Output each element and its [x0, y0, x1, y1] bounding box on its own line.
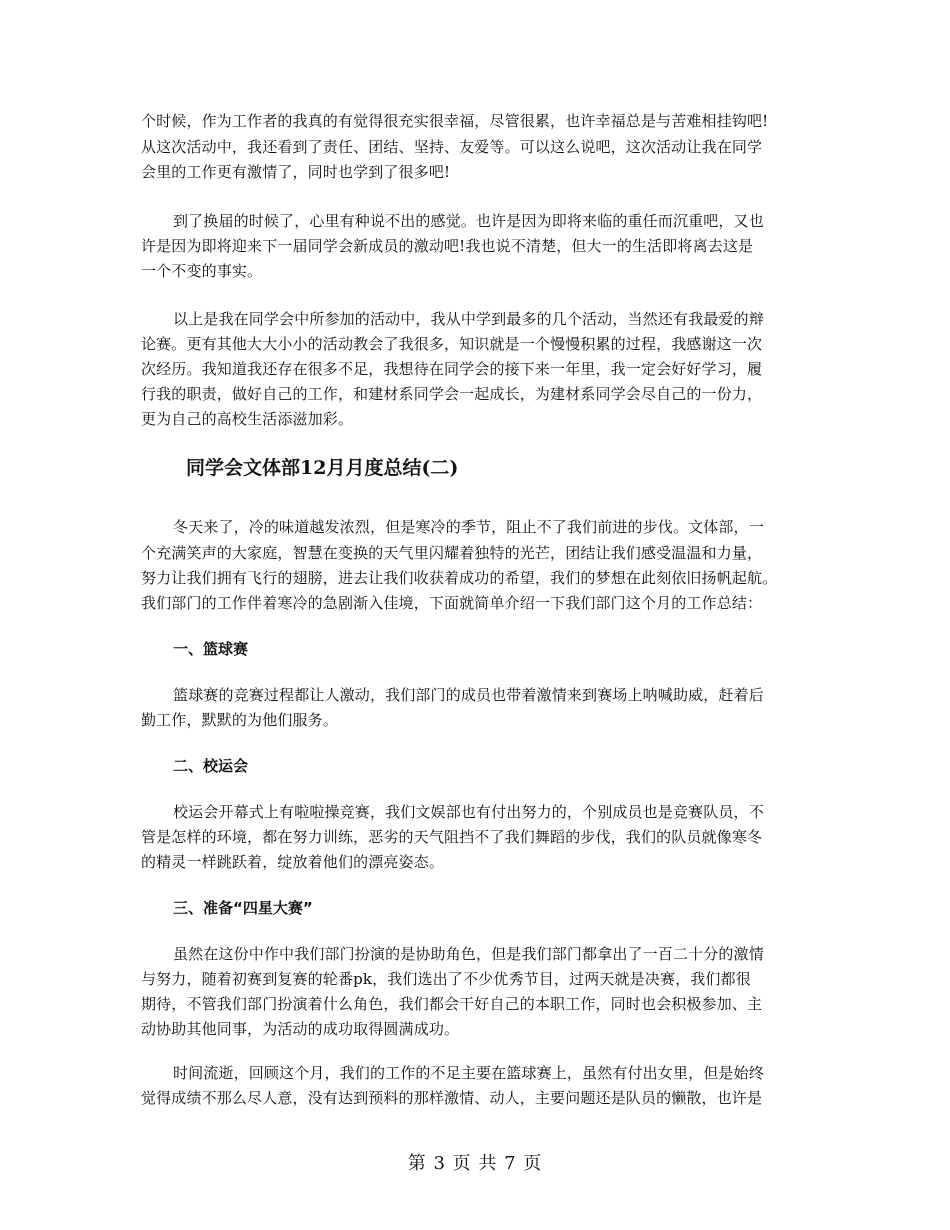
paragraph-line: 一个不变的事实。: [141, 262, 263, 280]
intro-line: 个时候，作为工作者的我真的有觉得很充实很幸福，尽管很累，也许幸福总是与苦难相挂钩吧!: [141, 112, 769, 130]
paragraph-line: 努力让我们拥有飞行的翅膀，进去让我们收获着成功的希望，我们的梦想在此刻依旧扬帆起航。: [141, 569, 778, 587]
paragraph-line: 论赛。更有其他大大小小的活动教会了我很多，知识就是一个慢慢积累的过程，我感谢这一次: [141, 335, 763, 353]
paragraph-line: 行我的职责，做好自己的工作，和建材系同学会一起成长，为建材系同学会尽自己的一份力，: [141, 385, 763, 403]
paragraph-line: 管是怎样的环境，都在努力训练，恶劣的天气阻挡不了我们舞蹈的步伐，我们的队员就像寒冬: [141, 828, 763, 846]
paragraph-line: 以上是我在同学会中所参加的活动中，我从中学到最多的几个活动，当然还有我最爱的辩: [173, 310, 764, 328]
paragraph-line: 虽然在这份中作中我们部门扮演的是协助角色，但是我们部门都拿出了一百二十分的激情: [173, 945, 764, 963]
paragraph-line: 与努力，随着初赛到复赛的轮番pk，我们选出了不少优秀节目，过两天就是决赛，我们都很: [141, 970, 751, 988]
paragraph-line: 我们部门的工作伴着寒冷的急剧渐入佳境，下面就简单介绍一下我们部门这个月的工作总结：: [141, 594, 763, 612]
paragraph-line: 冬天来了，冷的味道越发浓烈，但是寒冷的季节，阻止不了我们前进的步伐。文体部，一: [173, 518, 764, 536]
paragraph-line: 期待，不管我们部门扮演着什么角色，我们都会干好自己的本职工作，同时也会积极参加、主: [141, 995, 763, 1013]
paragraph-line: 觉得成绩不那么尽人意，没有达到预料的那样激情、动人，主要问题还是队员的懒散，也许是: [141, 1089, 763, 1107]
paragraph-line: 校运会开幕式上有啦啦操竞赛，我们文娱部也有付出努力的，个别成员也是竞赛队员，不: [173, 803, 764, 821]
paragraph-line: 动协助其他同事，为活动的成功取得圆满成功。: [141, 1020, 460, 1038]
intro-line: 从这次活动中，我还看到了责任、团结、坚持、友爱等。可以这么说吧，这次活动让我在同学: [141, 138, 763, 156]
page-number: 第 3 页 共 7 页: [407, 1153, 543, 1174]
subsection-title-sports-meet: 二、校运会: [173, 757, 249, 775]
section-title: 同学会文体部12月月度总结(二): [186, 457, 459, 479]
paragraph-line: 更为自己的高校生活添滋加彩。: [141, 410, 354, 428]
paragraph-line: 到了换届的时候了，心里有种说不出的感觉。也许是因为即将来临的重任而沉重吧，又也: [173, 212, 764, 230]
paragraph-line: 时间流逝，回顾这个月，我们的工作的不足主要在篮球赛上，虽然有付出女里，但是始终: [173, 1064, 764, 1082]
paragraph-line: 勤工作，默默的为他们服务。: [141, 711, 338, 729]
paragraph-line: 篮球赛的竞赛过程都让人激动，我们部门的成员也带着激情来到赛场上呐喊助威，赶着后: [173, 686, 764, 704]
intro-line: 会里的工作更有激情了，同时也学到了很多吧!: [141, 163, 451, 181]
paragraph-line: 的精灵一样跳跃着，绽放着他们的漂亮姿态。: [141, 853, 445, 871]
paragraph-line: 许是因为即将迎来下一届同学会新成员的激动吧!我也说不清楚，但大一的生活即将离去这是: [141, 237, 754, 255]
subsection-title-four-star: 三、准备“四星大赛”: [173, 899, 313, 917]
subsection-title-basketball: 一、篮球赛: [173, 640, 249, 658]
paragraph-line: 次经历。我知道我还存在很多不足，我想待在同学会的接下来一年里，我一定会好好学习，履: [141, 360, 763, 378]
paragraph-line: 个充满笑声的大家庭，智慧在变换的天气里闪耀着独特的光芒，团结让我们感受温温和力量，: [141, 544, 763, 562]
